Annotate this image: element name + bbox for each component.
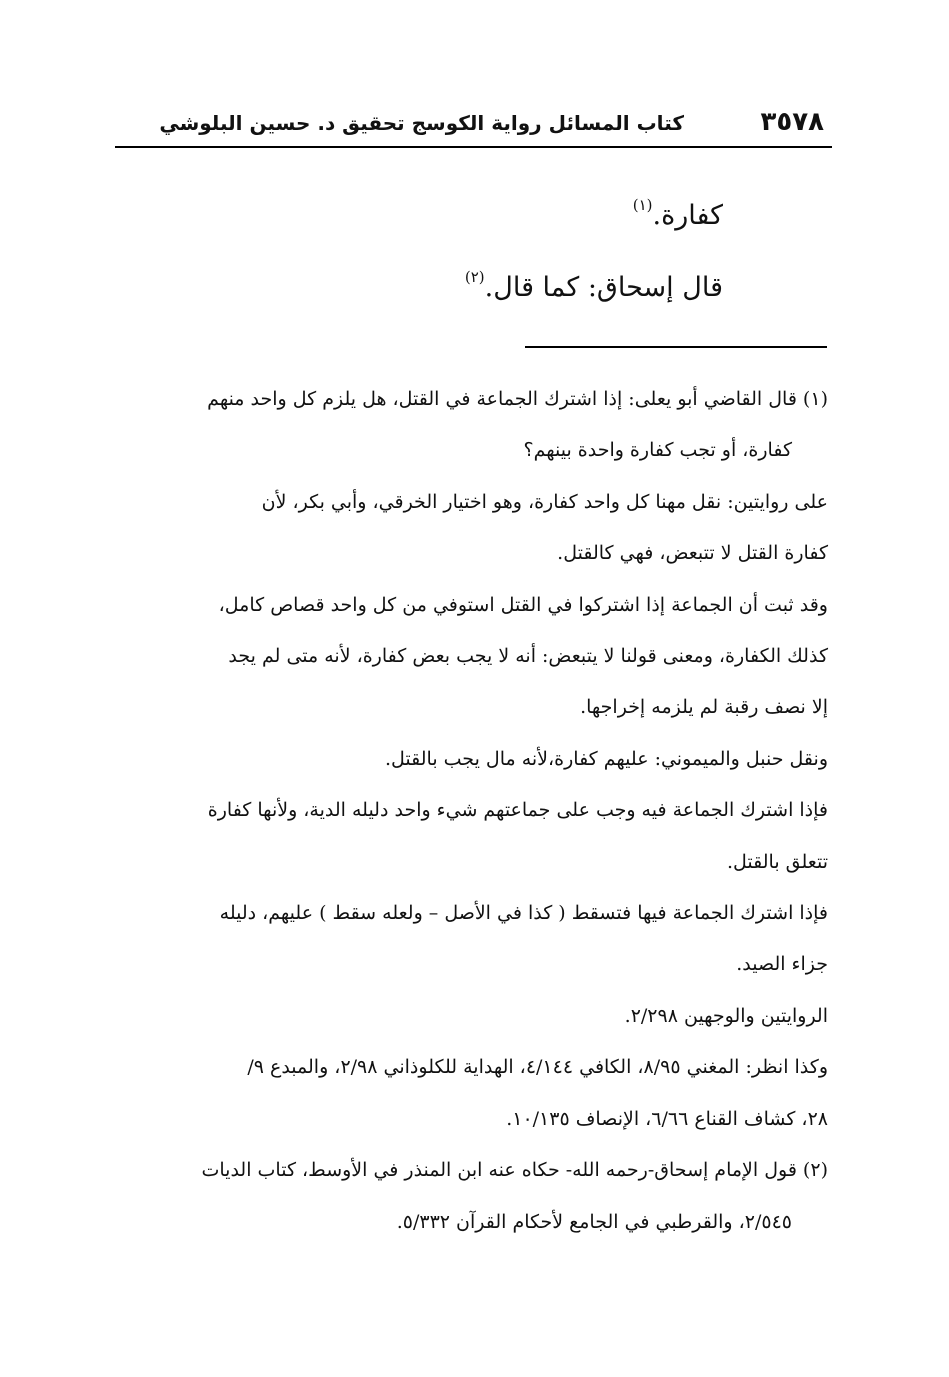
footnote-1-line: ونقل حنبل والميموني: عليهم كفارة،لأنه مال يجب بالقتل.	[384, 747, 828, 770]
footnote-1-line: وقد ثبت أن الجماعة إذا اشتركوا في القتل استوفي من كل واحد قصاص كامل،	[218, 593, 828, 616]
footnote-1-line: جزاء الصيد.	[736, 953, 828, 976]
footnote-2-line: (٢) قول الإمام إسحاق-رحمه الله- حكاه عنه ابن المنذر في الأوسط، كتاب الديات	[201, 1159, 828, 1182]
running-title: كتاب المسائل رواية الكوسج تحقيق د. حسين البلوشي	[159, 111, 684, 135]
footnote-2-line: ٢/٥٤٥، والقرطبي في الجامع لأحكام القرآن ٥/٣٣٢.	[396, 1210, 792, 1233]
footnote-1-line: فإذا اشترك الجماعة فيها فتسقط ( كذا في الأصل – ولعله سقط ) عليهم، دليله	[219, 902, 828, 925]
footnote-1-line: كفارة القتل لا تتبعض، فهي كالقتل.	[557, 542, 828, 565]
footnotes	[115, 374, 828, 1248]
main-line-2	[465, 252, 723, 324]
footnote-ref-1: (١)	[632, 196, 653, 214]
main-line-1	[465, 180, 723, 252]
footnote-1-line: كذلك الكفارة، ومعنى قولنا لا يتبعض: أنه لا يجب بعض كفارة، لأنه متى لم يجد	[228, 645, 828, 668]
footnote-1-line: ٢٨، كشاف القناع ٦/٦٦، الإنصاف ١٠/١٣٥.	[506, 1107, 828, 1130]
footnote-1-line: (١) قال القاضي أبو يعلى: إذا اشترك الجماعة في القتل، هل يلزم كل واحد منهم	[207, 388, 828, 410]
footnote-ref-2: (٢)	[464, 268, 485, 286]
main-text	[465, 180, 723, 324]
footnote-1-line: على روايتين: نقل مهنا كل واحد كفارة، وهو اختيار الخرقي، وأبي بكر، لأن	[261, 490, 828, 513]
footnote-separator	[525, 346, 827, 348]
main-line-1-text: كفارة.	[652, 200, 723, 231]
footnote-1-line: إلا نصف رقبة لم يلزمه إخراجها.	[580, 696, 828, 719]
footnote-1-line: الروايتين والوجهين ٢/٢٩٨.	[624, 1004, 828, 1027]
footnote-1-line: تتعلق بالقتل.	[726, 850, 828, 873]
main-line-2-text: قال إسحاق: كما قال.	[484, 272, 723, 303]
footnote-1-line: فإذا اشترك الجماعة فيه وجب على جماعتهم شيء واحد دليله الدية، ولأنها كفارة	[207, 799, 828, 822]
footnote-1-line: وكذا انظر: المغني ٨/٩٥، الكافي ٤/١٤٤، الهداية للكلوذاني ٢/٩٨، والمبدع ٩/	[247, 1056, 828, 1079]
page-number: ٣٥٧٨	[760, 107, 824, 137]
footnote-1-line: كفارة، أو تجب كفارة واحدة بينهم؟	[523, 439, 792, 462]
page-header	[115, 106, 832, 148]
